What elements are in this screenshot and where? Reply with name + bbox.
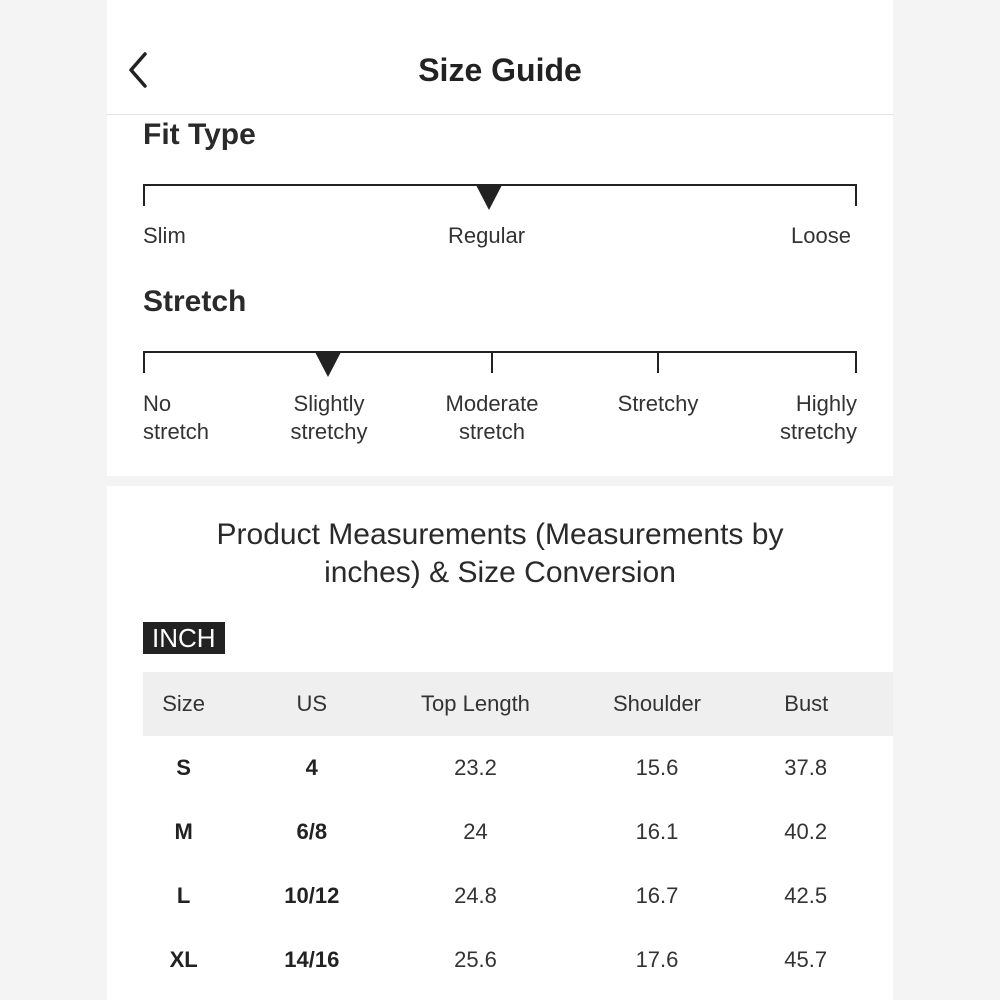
column-header-size: Size (143, 672, 224, 736)
column-header-shoulder: Shoulder (552, 672, 763, 736)
cell-us: 10/12 (284, 883, 340, 908)
cell-us: 6/8 (296, 819, 328, 844)
stretch-option-label: stretchy (290, 419, 368, 444)
cell-shoulder: 16.7 (635, 883, 679, 908)
measurements-panel (107, 486, 893, 1000)
stretch-option-label: stretch (458, 419, 526, 444)
fit-type-marker (476, 185, 502, 210)
stretch-option-no-stretch (143, 390, 209, 446)
cell-us: 14/16 (284, 947, 340, 972)
fit-type-scale-line (143, 184, 857, 208)
column-header-top-length: Top Length (399, 672, 551, 736)
cell-top-length: 24 (463, 819, 488, 844)
stretch-title: Stretch (143, 285, 247, 318)
stretch-option-slightly-stretchy (279, 390, 379, 446)
stretch-option-label: Stretchy (617, 391, 699, 416)
page-title: Size Guide (418, 52, 582, 88)
cell-size: S (176, 755, 191, 780)
cell-shoulder: 15.6 (635, 755, 679, 780)
stretch-option-label: Highly (795, 391, 857, 416)
cell-shoulder: 16.1 (635, 819, 679, 844)
measurements-title-line: Product Measurements (Measurements by (216, 518, 784, 551)
cell-size: XL (169, 947, 198, 972)
measurements-title-line: inches) & Size Conversion (324, 556, 676, 589)
cell-top-length: 24.8 (454, 883, 497, 908)
column-header-us: US (224, 672, 399, 736)
stretch-option-label: stretchy (779, 419, 857, 444)
stretch-option-label: Slightly (293, 391, 365, 416)
cell-size: L (176, 883, 191, 908)
stretch-marker (315, 352, 341, 377)
stretch-option-label: Moderate (445, 391, 539, 416)
cell-size: M (174, 819, 193, 844)
fit-option-loose: Loose (791, 223, 851, 248)
table-row (143, 928, 893, 992)
column-header-bust: Bust (762, 672, 893, 736)
header (107, 0, 893, 115)
unit-tab-inch[interactable]: INCH (143, 622, 225, 654)
cell-us: 4 (305, 755, 318, 780)
table-row (143, 736, 893, 800)
stretch-scale (143, 351, 857, 375)
stretch-option-moderate-stretch (432, 390, 552, 446)
cell-bust: 37.8 (784, 755, 828, 780)
fit-type-scale (143, 184, 857, 208)
stretch-option-label: stretch (143, 419, 210, 444)
cell-bust: 45.7 (784, 947, 828, 972)
cell-shoulder: 17.6 (635, 947, 679, 972)
table-row (143, 864, 893, 928)
cell-top-length: 23.2 (454, 755, 497, 780)
cell-bust: 42.5 (784, 883, 828, 908)
stretch-option-highly-stretchy (747, 390, 857, 446)
fit-stretch-panel (107, 0, 893, 476)
stretch-option-stretchy (598, 390, 718, 418)
cell-bust: 40.2 (784, 819, 828, 844)
table-header-row (143, 672, 893, 736)
measurements-title (107, 516, 893, 592)
cell-top-length: 25.6 (454, 947, 497, 972)
stretch-scale-line (143, 351, 857, 375)
fit-type-title: Fit Type (143, 118, 256, 151)
fit-option-regular: Regular (448, 223, 526, 248)
size-table (143, 672, 893, 992)
stretch-option-label: No (143, 391, 172, 416)
fit-option-slim: Slim (143, 223, 186, 248)
table-row (143, 800, 893, 864)
